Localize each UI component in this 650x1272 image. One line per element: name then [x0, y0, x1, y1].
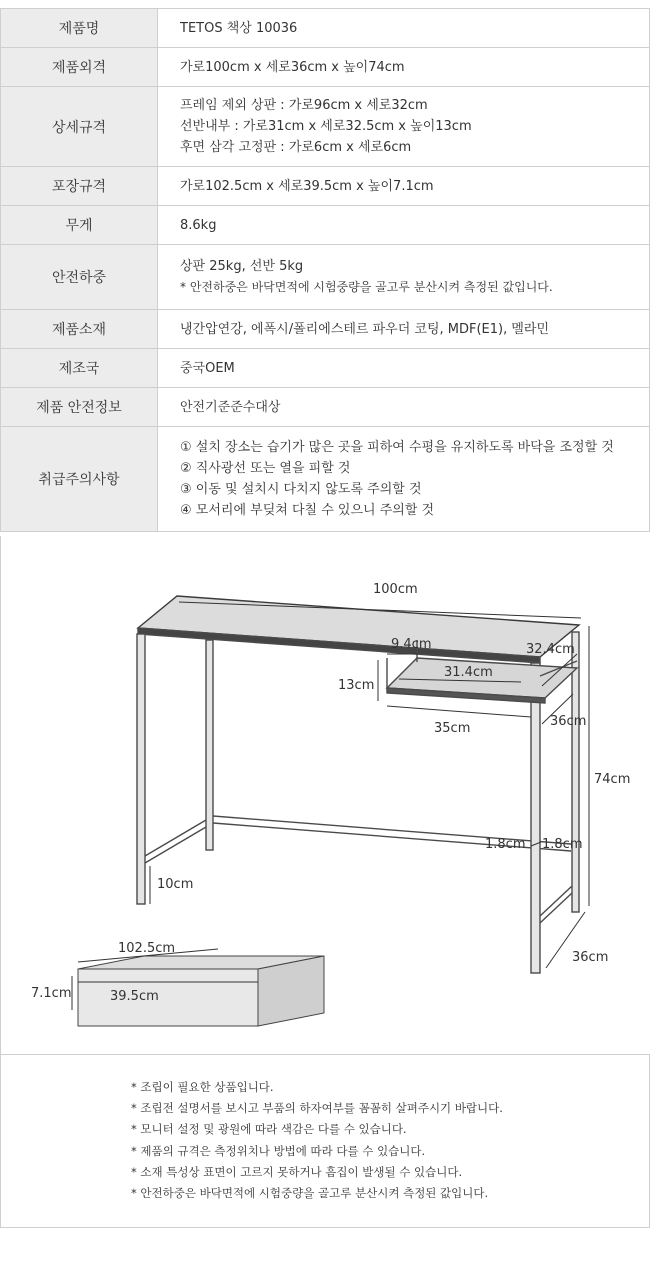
- spec-value-line: 프레임 제외 상판 : 가로96cm x 세로32cm: [180, 98, 428, 113]
- spec-value-line: TETOS 책상 10036: [180, 20, 298, 36]
- spec-value-line: ① 설치 장소는 습기가 많은 곳을 피하여 수평을 유지하도록 바닥을 조정할 것: [180, 440, 614, 455]
- dim-shelf-width-label: 35cm: [434, 721, 471, 736]
- spec-value: [158, 245, 650, 310]
- spec-value: [158, 48, 650, 87]
- dim-box-height-label: 7.1cm: [31, 986, 72, 1001]
- dim-box-length-label: 102.5cm: [118, 941, 176, 956]
- spec-label: 제품 안전정보: [1, 388, 158, 427]
- spec-row: [1, 245, 650, 310]
- note-item: * 안전하중은 바닥면적에 시험중량을 골고루 분산시켜 측정된 값입니다.: [131, 1186, 489, 1201]
- spec-value: [158, 9, 650, 48]
- spec-value-line: 가로102.5cm x 세로39.5cm x 높이7.1cm: [180, 178, 434, 194]
- spec-label: 포장규격: [1, 167, 158, 206]
- dim-base-depth-label: 36cm: [572, 950, 609, 965]
- dim-leg-left-label: 1.8cm: [485, 837, 526, 852]
- spec-label: 상세규격: [1, 87, 158, 167]
- spec-value: [158, 167, 650, 206]
- spec-label: 제품명: [1, 9, 158, 48]
- spec-row: [1, 167, 650, 206]
- spec-value-line: 안전기준준수대상: [180, 399, 281, 415]
- spec-row: [1, 349, 650, 388]
- dim-box-depth-label: 39.5cm: [110, 989, 159, 1004]
- spec-value-line: 선반내부 : 가로31cm x 세로32.5cm x 높이13cm: [180, 119, 472, 134]
- desk-dimension-diagram: [0, 536, 650, 1054]
- spec-value-line: * 안전하중은 바닥면적에 시험중량을 골고루 분산시켜 측정된 값입니다.: [180, 280, 553, 294]
- spec-row: [1, 427, 650, 532]
- dim-shelf-inner-width-label: 31.4cm: [444, 665, 493, 680]
- spec-value: [158, 87, 650, 167]
- notes-box: [0, 1054, 650, 1228]
- spec-label: 취급주의사항: [1, 427, 158, 532]
- spec-value-line: 가로100cm x 세로36cm x 높이74cm: [180, 59, 405, 75]
- spec-row: [1, 388, 650, 427]
- dim-foot-bar-label: 10cm: [157, 877, 194, 892]
- spec-value-line: ④ 모서리에 부딪쳐 다칠 수 있으니 주의할 것: [180, 503, 435, 518]
- note-item: * 제품의 규격은 측정위치나 방법에 따라 다를 수 있습니다.: [131, 1143, 426, 1158]
- spec-value: [158, 388, 650, 427]
- dim-shelf-height-label: 13cm: [338, 678, 375, 693]
- spec-value-line: 상판 25kg, 선반 5kg: [180, 259, 304, 274]
- spec-label: 제품소재: [1, 310, 158, 349]
- dim-shelf-depth-label: 36cm: [550, 714, 587, 729]
- note-item: * 조립이 필요한 상품입니다.: [131, 1080, 274, 1094]
- dim-shelf-gap-label: 9.4cm: [391, 637, 432, 652]
- spec-value-line: 중국OEM: [180, 360, 235, 376]
- spec-row: [1, 9, 650, 48]
- dim-height-label: 74cm: [594, 772, 631, 787]
- spec-label: 안전하중: [1, 245, 158, 310]
- dim-leg-right-label: 1.8cm: [542, 837, 583, 852]
- spec-table: [0, 8, 650, 532]
- spec-label: 제품외격: [1, 48, 158, 87]
- spec-label: 제조국: [1, 349, 158, 388]
- spec-value-line: 8.6kg: [180, 217, 217, 233]
- spec-label: 무게: [1, 206, 158, 245]
- note-item: * 조립전 설명서를 보시고 부품의 하자여부를 꼼꼼히 살펴주시기 바랍니다.: [131, 1101, 503, 1116]
- spec-value: [158, 427, 650, 532]
- spec-row: [1, 48, 650, 87]
- desk-illustration: [1, 536, 650, 1054]
- spec-value: [158, 349, 650, 388]
- spec-value-line: ③ 이동 및 설치시 다치지 않도록 주의할 것: [180, 482, 422, 497]
- note-item: * 소재 특성상 표면이 고르지 못하거나 흠집이 발생될 수 있습니다.: [131, 1164, 463, 1179]
- spec-value-line: 냉간압연강, 에폭시/폴리에스테르 파우더 코팅, MDF(E1), 멜라민: [180, 321, 550, 337]
- spec-row: [1, 206, 650, 245]
- dim-top-depth-label: 32.4cm: [526, 642, 575, 657]
- spec-row: [1, 87, 650, 167]
- note-item: * 모니터 설정 및 광원에 따라 색감은 다를 수 있습니다.: [131, 1122, 407, 1137]
- dim-width-label: 100cm: [373, 582, 418, 597]
- notes-list: [1, 1055, 649, 1204]
- spec-value-line: ② 직사광선 또는 열을 피할 것: [180, 461, 351, 476]
- spec-value: [158, 206, 650, 245]
- spec-row: [1, 310, 650, 349]
- spec-value: [158, 310, 650, 349]
- spec-value-line: 후면 삼각 고정판 : 가로6cm x 세로6cm: [180, 140, 412, 155]
